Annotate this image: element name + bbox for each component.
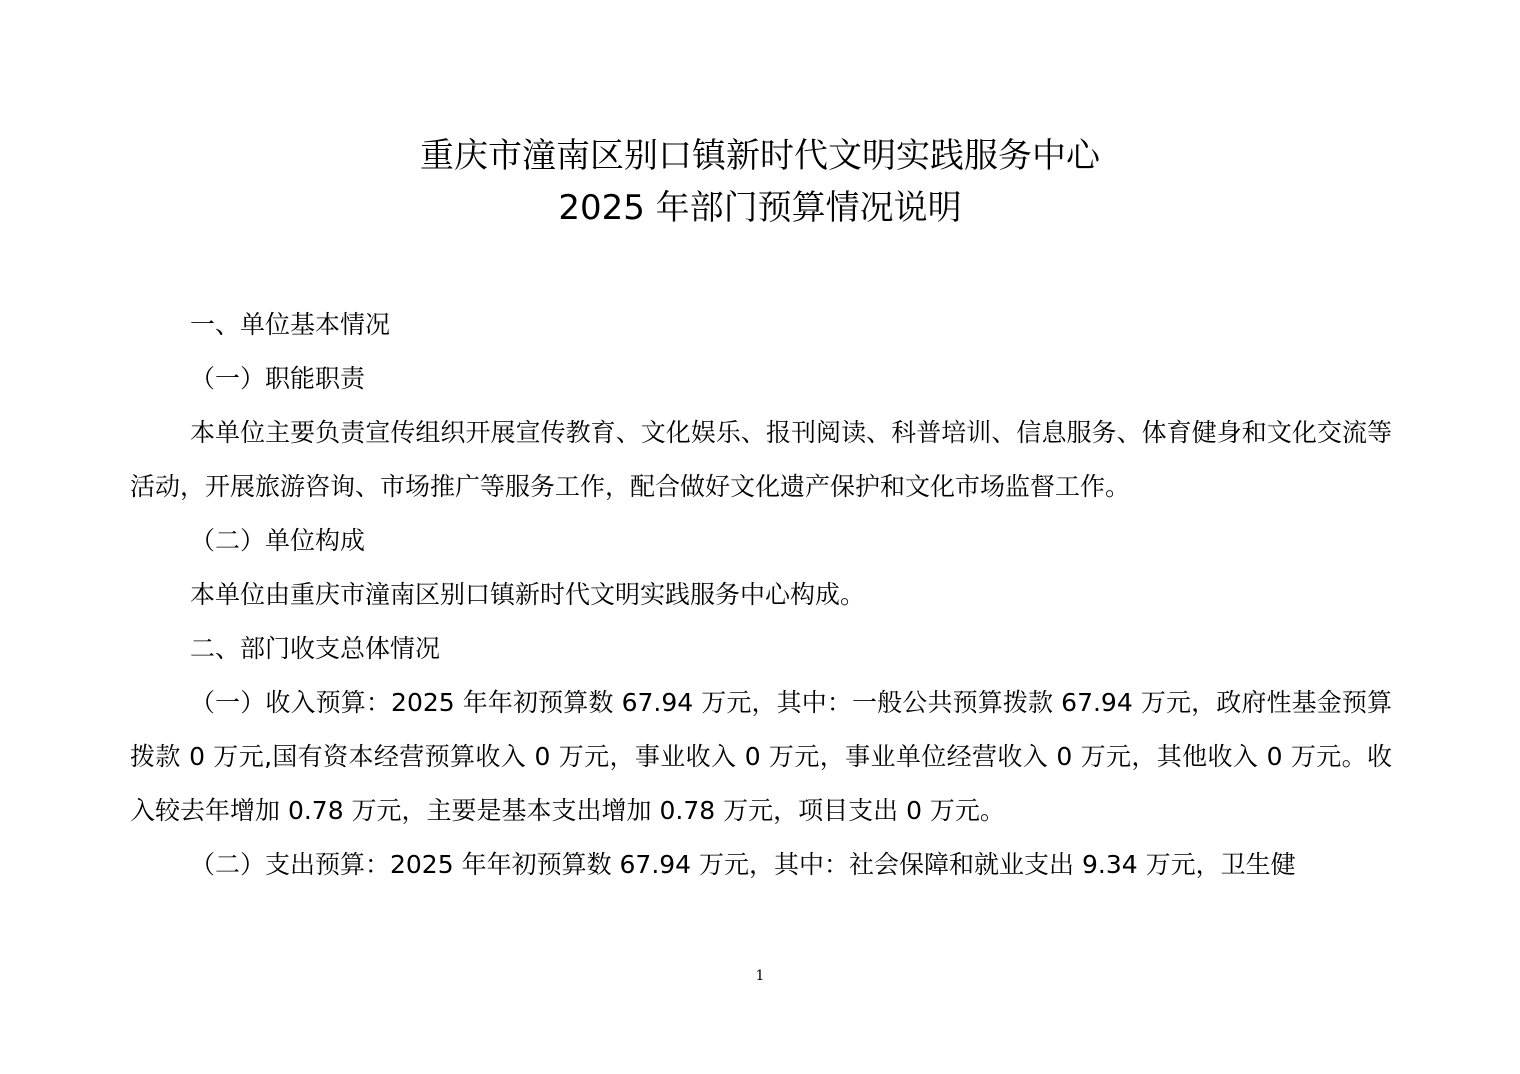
section-heading-budget-overview: 二、部门收支总体情况 [190,634,441,663]
subheading-composition: （二）单位构成 [190,526,366,555]
page-number: 1 [755,968,765,984]
document-title [0,132,1520,236]
section-heading-unit-basics: 一、单位基本情况 [190,310,391,339]
paragraph-expense-budget: （二）支出预算：2025 年年初预算数 67.94 万元，其中：社会保障和就业支出 9.34 万元，卫生健 [190,850,1296,879]
paragraph-income-budget: （一）收入预算：2025 年年初预算数 67.94 万元，其中：一般公共预算拨款 67.94 万元，政府性基金预算拨款 0 万元,国有资本经营预算收入 0 万元，事业收入 0 万元，事业单位经营收入 0 万元，其他收入 0 万元。收入较去年增加 0.78 万元，主要是基本支出增加 0.78 万元，项目支出 0 万元。 [130,688,1392,825]
paragraph-composition: 本单位由重庆市潼南区别口镇新时代文明实践服务中心构成。 [190,580,866,609]
subheading-functions: （一）职能职责 [190,364,366,393]
title-line-1: 重庆市潼南区别口镇新时代文明实践服务中心 [420,136,1100,176]
title-line-2: 2025 年部门预算情况说明 [558,188,962,228]
document-body [130,298,1392,892]
paragraph-functions: 本单位主要负责宣传组织开展宣传教育、文化娱乐、报刊阅读、科普培训、信息服务、体育健身和文化交流等活动，开展旅游咨询、市场推广等服务工作，配合做好文化遗产保护和文化市场监督工作。 [130,418,1392,501]
